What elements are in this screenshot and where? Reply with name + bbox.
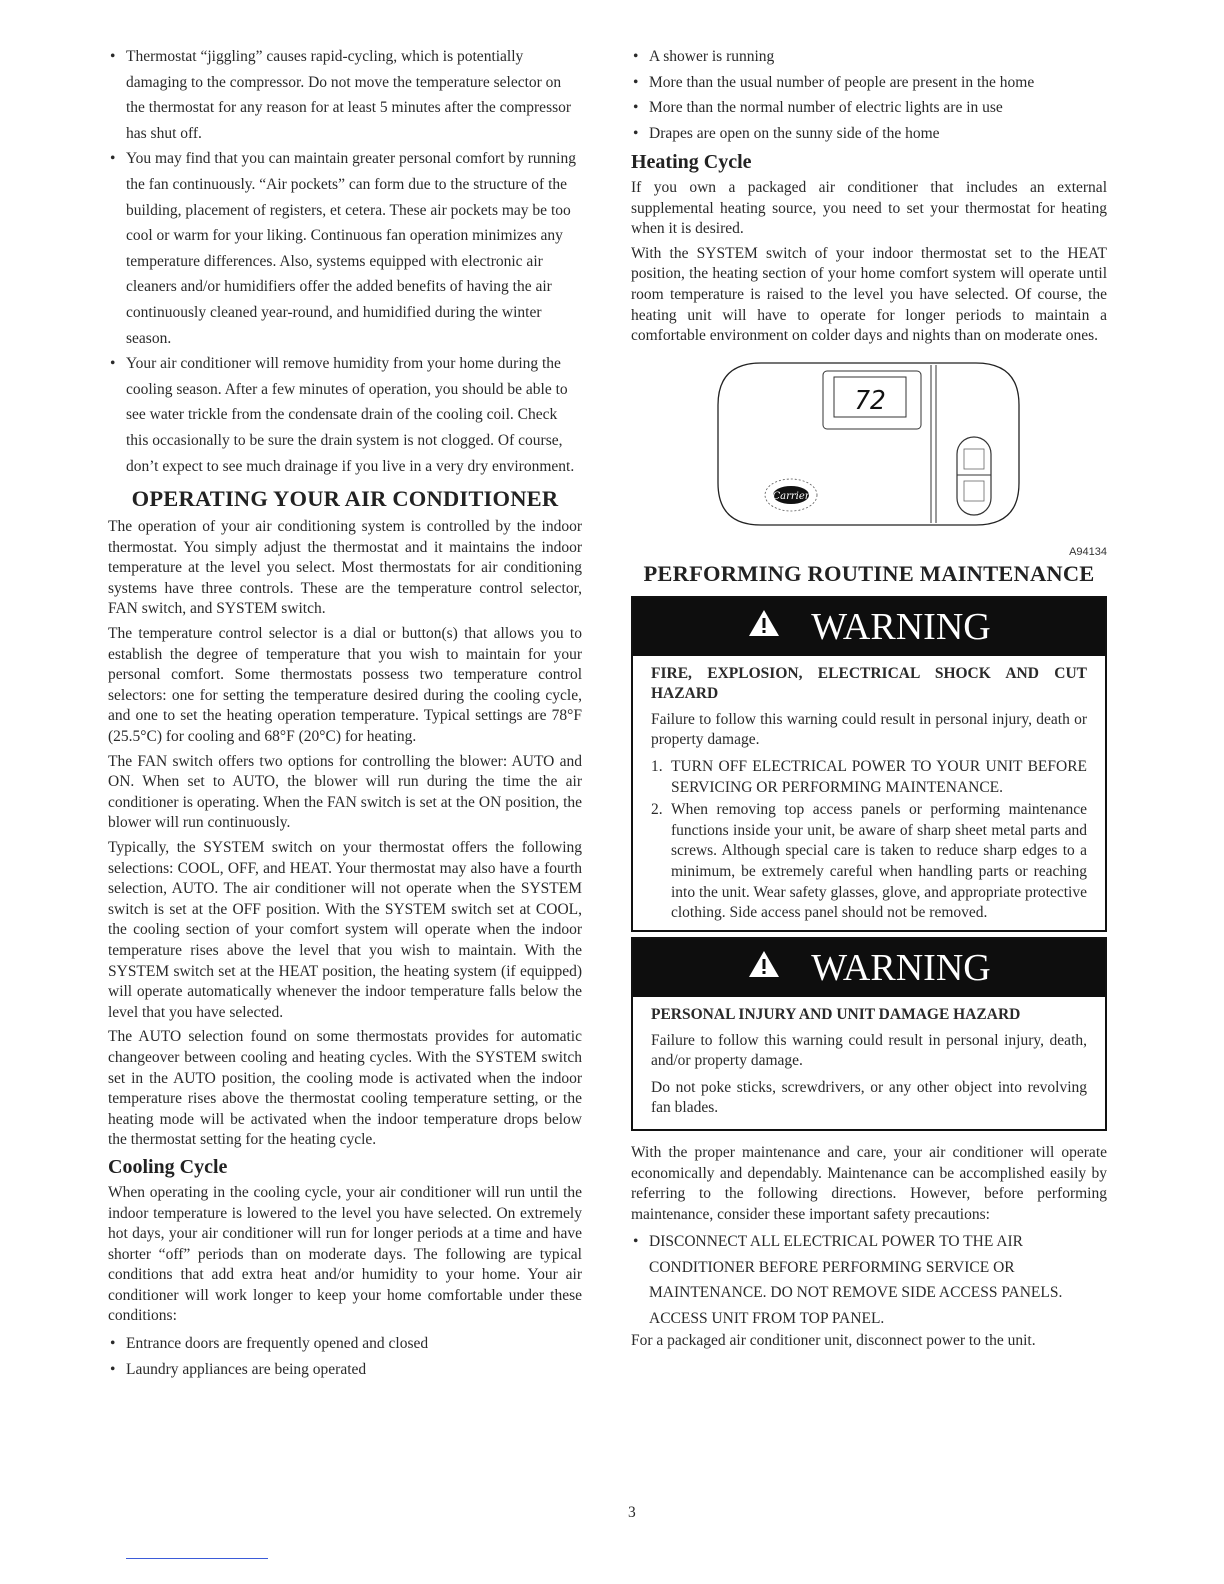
cooling-conditions-list-continued [631, 44, 1107, 146]
thermostat-illustration [631, 353, 1107, 543]
display-readout: 72 [854, 385, 886, 416]
list-item: • A shower is running [631, 44, 1107, 70]
safety-precautions-list [631, 1229, 1107, 1331]
heating-paragraph: If you own a packaged air conditioner that includes an external supplemental heating source, you need to set your thermostat for heating when it is desired. [631, 179, 1107, 238]
warning-label: WARNING [811, 946, 991, 989]
carrier-logo: Carrier [772, 490, 810, 502]
heating-paragraph: With the SYSTEM switch of your indoor thermostat set to the HEAT position, the heating section of your home comfort system will operate until room temperature is raised to the level you have selected. Of course, the heating unit will have to operate for longer periods to maintain a comfortable environment on colder days and nights than on moderate ones. [631, 244, 1107, 345]
list-item: • More than the usual number of people are present in the home [631, 70, 1107, 96]
closing-paragraph: For a packaged air conditioner unit, disconnect power to the unit. [631, 1332, 1036, 1350]
heating-cycle-heading: Heating Cycle [631, 151, 752, 173]
maintenance-paragraph: With the proper maintenance and care, your air conditioner will operate economically and dependably. Maintenance can be accomplished easily by referring to the following directions. However, before performing maintenance, consider these important safety precautions: [631, 1144, 1107, 1223]
warning-steps [651, 757, 1087, 924]
list-item: • Thermostat “jiggling” causes rapid-cycling, which is potentially damaging to the compressor. Do not move the temperature selector on the thermostat for any reason for at least 5 minutes after the compressor has shut off. [108, 44, 582, 146]
warning-box [631, 596, 1107, 932]
operating-paragraph: The operation of your air conditioning system is controlled by the indoor thermostat. You simply adjust the thermostat and it maintains the indoor temperature at the level you select. Most thermostats for air conditioning systems have three controls. These are the temperature control selector, FAN switch, and SYSTEM switch. [108, 518, 582, 618]
list-item: • Drapes are open on the sunny side of the home [631, 121, 1107, 147]
list-item: • Laundry appliances are being operated [108, 1357, 582, 1383]
list-item: • Entrance doors are frequently opened and closed [108, 1331, 582, 1357]
list-item: • DISCONNECT ALL ELECTRICAL POWER TO THE AIR CONDITIONER BEFORE PERFORMING SERVICE OR MAINTENANCE. DO NOT REMOVE SIDE ACCESS PANELS. ACCESS UNIT FROM TOP PANEL. [631, 1229, 1107, 1331]
thermostat-tips-list [108, 44, 582, 479]
right-column [631, 44, 1107, 1356]
cooling-paragraph: When operating in the cooling cycle, your air conditioner will run until the indoor temperature is lowered to the level you have selected. On extremely hot days, your air conditioner will run for longer periods at a time and have shorter “off” periods than on moderate days. The following are typical conditions that add extra heat and/or humidity to your home. Your air conditioner will work longer to keep your home comfortable under these conditions: [108, 1183, 582, 1325]
list-item: • Your air conditioner will remove humidity from your home during the cooling season. After a few minutes of operation, you should be able to see water trickle from the condensate drain of the cooling coil. Check this occasionally to be sure the drain system is not clogged. Of course, don’t expect to see much drainage if you live in a very dry environment. [108, 351, 582, 479]
warning-box [631, 937, 1107, 1131]
list-item: • You may find that you can maintain greater personal comfort by running the fan continuously. “Air pockets” can form due to the structure of the building, placement of registers, et cetera. These air pockets may be too cool or warm for your liking. Continuous fan operation minimizes any temperature differences. Also, systems equipped with electronic air cleaners and/or humidifiers offer the added benefits of having the air continuously cleaned year-round, and humidified during the winter season. [108, 146, 582, 351]
warning-triangle-icon [747, 938, 781, 996]
figure-label: A94134 [1069, 545, 1107, 558]
operating-heading: OPERATING YOUR AIR CONDITIONER [131, 486, 559, 512]
left-column [108, 44, 582, 1382]
warning-body [633, 997, 1105, 1129]
list-item: • More than the normal number of electric lights are in use [631, 95, 1107, 121]
operating-paragraph: Typically, the SYSTEM switch on your thermostat offers the following selections: COOL, OFF, and HEAT. Your thermostat may also have a fourth selection, AUTO. The air conditioner will not operate when the SYSTEM switch is set at the OFF position. With the SYSTEM switch set at COOL, the cooling section of your comfort system will operate when the indoor temperature rises above the level that you wish to maintain. With the SYSTEM switch set at the HEAT position, the heating system (if equipped) will operate automatically whenever the indoor temperature falls below the level that you have selected. [108, 839, 582, 1021]
cooling-cycle-heading: Cooling Cycle [108, 1155, 228, 1178]
warning-label: WARNING [811, 605, 991, 648]
operating-paragraph: The temperature control selector is a dial or button(s) that allows you to establish the degree of temperature that you wish to maintain for your personal comfort. Some thermostats possess two temperature control selectors: one for setting the temperature desired during the cooling cycle, and one to set the heating operation temperature. Typical settings are 78°F (25.5°C) for cooling and 68°F (20°C) for heating. [108, 625, 582, 746]
list-item: 2. When removing top access panels or performing maintenance functions inside your unit, be aware of sharp sheet metal parts and screws. Although special care is taken to reduce sharp edges to a minimum, be extremely careful when handling parts or reaching into the unit. Wear safety glasses, glove, and appropriate protective clothing. Side access panel should not be removed. [651, 801, 1087, 922]
footer-line [126, 1558, 268, 1559]
warning-title: PERSONAL INJURY AND UNIT DAMAGE HAZARD [651, 1005, 1021, 1023]
page-number: 3 [628, 1504, 636, 1521]
warning-header [633, 939, 1105, 997]
warning-intro: Failure to follow this warning could result in personal injury, death, and/or property damage. [651, 1031, 1087, 1070]
warning-body [633, 656, 1105, 930]
warning-intro: Failure to follow this warning could result in personal injury, death or property damage. [651, 710, 1087, 749]
operating-paragraph: The AUTO selection found on some thermostats provides for automatic changeover between cooling and heating cycles. With the SYSTEM switch set in the AUTO position, the cooling mode is activated when the indoor temperature rises above the thermostat cooling temperature setting, or the heating mode will be activated when the indoor temperature drops below the thermostat setting for the heating cycle. [108, 1028, 582, 1149]
operating-paragraph: The FAN switch offers two options for controlling the blower: AUTO and ON. When set to AUTO, the blower will run during the time the air conditioner is operating. When the FAN switch is set at the ON position, the blower will run continuously. [108, 752, 582, 832]
warning-text: Do not poke sticks, screwdrivers, or any other object into revolving fan blades. [651, 1078, 1087, 1117]
thermostat-figure [631, 353, 1107, 558]
cooling-conditions-list [108, 1331, 582, 1382]
warning-title: FIRE, EXPLOSION, ELECTRICAL SHOCK AND CUT HAZARD [651, 664, 1087, 702]
warning-header [633, 598, 1105, 656]
warning-triangle-icon [747, 597, 781, 655]
maintenance-heading: PERFORMING ROUTINE MAINTENANCE [643, 560, 1095, 586]
list-item: 1. TURN OFF ELECTRICAL POWER TO YOUR UNIT BEFORE SERVICING OR PERFORMING MAINTENANCE. [651, 757, 1087, 796]
